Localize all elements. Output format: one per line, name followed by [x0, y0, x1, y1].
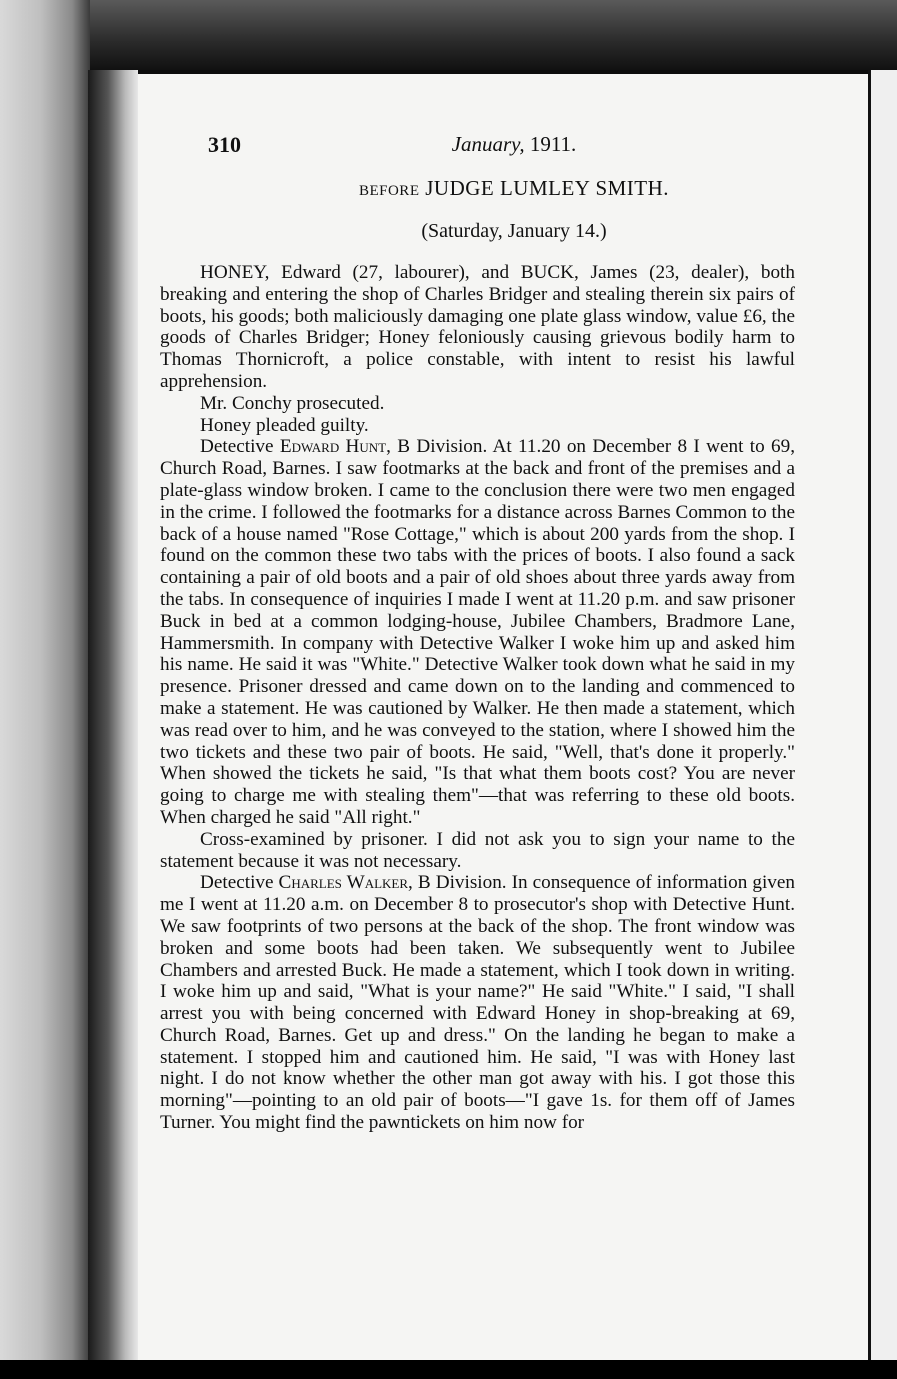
- scan-left-margin: [0, 0, 90, 1379]
- paragraph-walker-testimony: [160, 872, 795, 1134]
- paragraph-indictment: HONEY, Edward (27, labourer), and BUCK, James (23, dealer), both breaking and entering the shop of Charles Bridger and stealing therein six pairs of boots, his goods; both maliciously damaging one plate glass window, value £6, the goods of Charles Bridger; Honey feloniously causing grievous bodily harm to Thomas Thornicroft, a police constable, with intent to resist his lawful apprehension.: [160, 262, 795, 392]
- body-text: [160, 262, 795, 1134]
- witness-testimony: , B Division. In consequence of information given me I went at 11.20 a.m. on December 8 to prosecutor's shop with Detective Hunt. We saw footprints of two persons at the back of the shop. The front window was broken and some boots had been taken. We subsequently went to Jubilee Chambers and arrested Buck. He made a statement, which I took down in writing. I woke him up and said, "What is your name?" He said "White." I said, "I shall arrest you with being concerned with Edward Honey in shop-breaking at 69, Church Road, Barnes. Get up and dress." On the landing he began to make a statement. I stopped him and cautioned him. He said, "I was with Honey last night. I do not know whether the other man got away with his. I got those this morning"—pointing to an old pair of boots—"I gave 1s. for them off of James Turner. You might find the pawntickets on him now for: [160, 872, 795, 1134]
- book-spine-shadow: [88, 70, 138, 1360]
- page-number: 310: [208, 132, 241, 157]
- running-head: [208, 132, 820, 157]
- witness-name: Charles Walker: [278, 872, 409, 894]
- running-head-year: 1911.: [529, 132, 577, 156]
- paragraph-hunt-testimony: [160, 436, 795, 828]
- judge-heading-name: JUDGE LUMLEY SMITH.: [425, 176, 670, 200]
- paragraph-plea: Honey pleaded guilty.: [200, 414, 369, 436]
- page-header: [208, 132, 820, 162]
- witness-lead: Detective: [200, 436, 280, 458]
- session-date: (Saturday, January 14.): [421, 220, 607, 242]
- witness-testimony: , B Division. At 11.20 on December 8 I went to 69, Church Road, Barnes. I saw footmarks at the back and front of the premises and a plate-glass window broken. I came to the conclusion there were two men engaged in the crime. I followed the footmarks for a distance across Barnes Common to the back of a house named "Rose Cottage," which is about 200 yards from the shop. I found on the common these two tabs with the prices of boots. I also found a sack containing a pair of old boots and a pair of old shoes about three yards away from the tabs. In consequence of inquiries I made I went at 11.20 p.m. and saw prisoner Buck in bed at a common lodging-house, Jubilee Chambers, Bradmore Lane, Hammersmith. In company with Detective Walker I woke him up and asked him his name. He said it was "White." Detective Walker took down what he said in my presence. Prisoner dressed and came down on to the landing and commenced to make a statement. He was cautioned by Walker. He then made a statement, which was read over to him, and he was conveyed to the station, where I showed him the two tickets and these two pair of boots. He said, "Well, that's done it properly." When showed the tickets he said, "Is that what them boots cost? You are never going to charge me with stealing them"—that was referring to these old boots. When charged he said "All right.": [160, 436, 795, 828]
- paragraph-prosecutor: Mr. Conchy prosecuted.: [200, 392, 385, 414]
- scan-top-border: [0, 0, 897, 70]
- witness-lead: Detective: [200, 872, 279, 894]
- judge-heading-before: BEFORE: [358, 183, 420, 199]
- paragraph-cross-examination: Cross-examined by prisoner. I did not ask you to sign your name to the statement because it was not necessary.: [160, 828, 795, 872]
- book-page: [138, 70, 868, 1364]
- facing-page-edge: [868, 70, 897, 1360]
- witness-name: Edward Hunt: [279, 436, 387, 458]
- scan-bottom-border: [0, 1360, 897, 1379]
- running-head-month: January,: [451, 132, 525, 156]
- judge-heading: [208, 176, 820, 201]
